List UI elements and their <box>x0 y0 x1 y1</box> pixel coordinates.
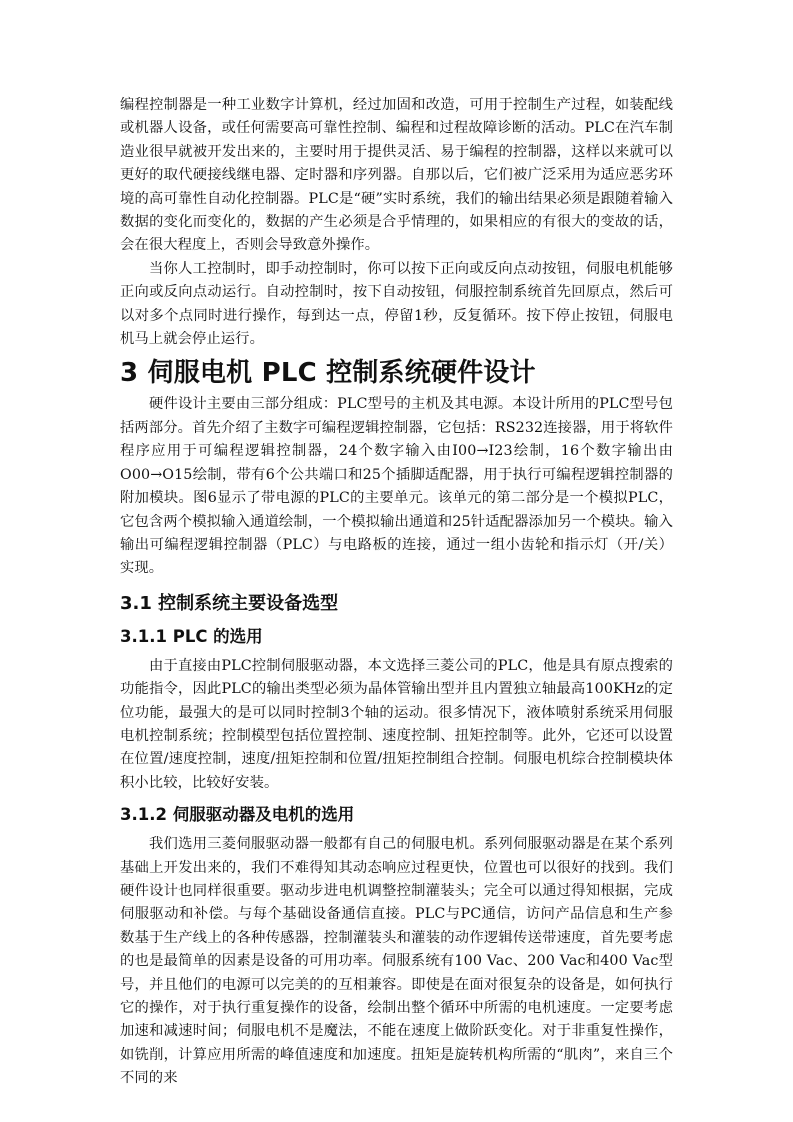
heading-section-3-1-1: 3.1.1 PLC 的选用 <box>120 626 263 646</box>
heading-section-3-1: 3.1 控制系统主要设备选型 <box>120 592 339 614</box>
paragraph-plc-selection: 由于直接由PLC控制伺服驱动器，本文选择三菱公司的PLC，他是具有原点搜索的功能指令，因此PLC的输出类型必须为晶体管输出型并且内置独立轴最高100KHz的定位功能，最强大的是可以同时控制3个轴的运动。很多情况下，液体喷射系统采用伺服电机控制系统；控制模型包括位置控制、速度控制、扭矩控制等。此外，它还可以设置在位置/速度控制，速度/扭矩控制和位置/扭矩控制组合控制。伺服电机综合控制模块体积小比较，比较好安装。 <box>120 657 673 791</box>
document-page <box>120 94 673 1091</box>
paragraph-servo-selection: 我们选用三菱伺服驱动器一般都有自己的伺服电机。系列伺服驱动器是在某个系列基础上开发出来的，我们不难得知其动态响应过程更快，位置也可以很好的找到。我们硬件设计也同样很重要。驱动步进电机调整控制灌装头；完全可以通过得知根据，完成伺服驱动和补偿。与每个基础设备通信直接。PLC与PC通信，访问产品信息和生产参数基于生产线上的各种传感器，控制灌装头和灌装的动作逻辑传送带速度，首先要考虑的也是最简单的因素是设备的可用功率。伺服系统有100 Vac、200 Vac和400 Vac型号，并且他们的电源可以完美的的互相兼容。即使是在面对很复杂的设备是，如何执行它的操作，对于执行重复操作的设备，绘制出整个循环中所需的电机速度。一定要考虑加速和减速时间；伺服电机不是魔法，不能在速度上做阶跃变化。对于非重复性操作，如铣削，计算应用所需的峰值速度和加速度。扭矩是旋转机构所需的“肌肉”，来自三个不同的来 <box>120 836 673 1087</box>
heading-chapter-3: 3 伺服电机 PLC 控制系统硬件设计 <box>120 358 536 389</box>
paragraph-plc-intro: 编程控制器是一种工业数字计算机，经过加固和改造，可用于控制生产过程，如装配线或机器人设备，或任何需要高可靠性控制、编程和过程故障诊断的活动。PLC在汽车制造业很早就被开发出来的，主要时用于提供灵活、易于编程的控制器，这样以来就可以更好的取代硬接线继电器、定时器和序列器。自那以后，它们被广泛采用为适应恶劣环境的高可靠性自动化控制器。PLC是“硬”实时系统，我们的输出结果必须是跟随着输入数据的变化而变化的，数据的产生必须是合乎情理的，如果相应的有很大的变故的话，会在很大程度上，否则会导致意外操作。 <box>120 97 673 254</box>
paragraph-hardware-design: 硬件设计主要由三部分组成：PLC型号的主机及其电源。本设计所用的PLC型号包括两部分。首先介绍了主数字可编程逻辑控制器，它包括：RS232连接器，用于将软件程序应用于可编程逻辑控制器，24个数字输入由I00→I23绘制，16个数字输出由O00→O15绘制，带有6个公共端口和25个插脚适配器，用于执行可编程逻辑控制器的附加模块。图6显示了带电源的PLC的主要单元。该单元的第二部分是一个模拟PLC，它包含两个模拟输入通道绘制，一个模拟输出通道和25针适配器添加另一个模块。输入输出可编程逻辑控制器（PLC）与电路板的连接，通过一组小齿轮和指示灯（开/关）实现。 <box>120 396 673 577</box>
paragraph-manual-auto-control: 当你人工控制时，即手动控制时，你可以按下正向或反向点动按钮，伺服电机能够正向或反向点动运行。自动控制时，按下自动按钮，伺服控制系统首先回原点，然后可以对多个点同时进行操作，每到达一点，停留1秒，反复循环。按下停止按钮，伺服电机马上就会停止运行。 <box>120 260 673 348</box>
heading-section-3-1-2: 3.1.2 伺服驱动器及电机的选用 <box>120 805 355 825</box>
